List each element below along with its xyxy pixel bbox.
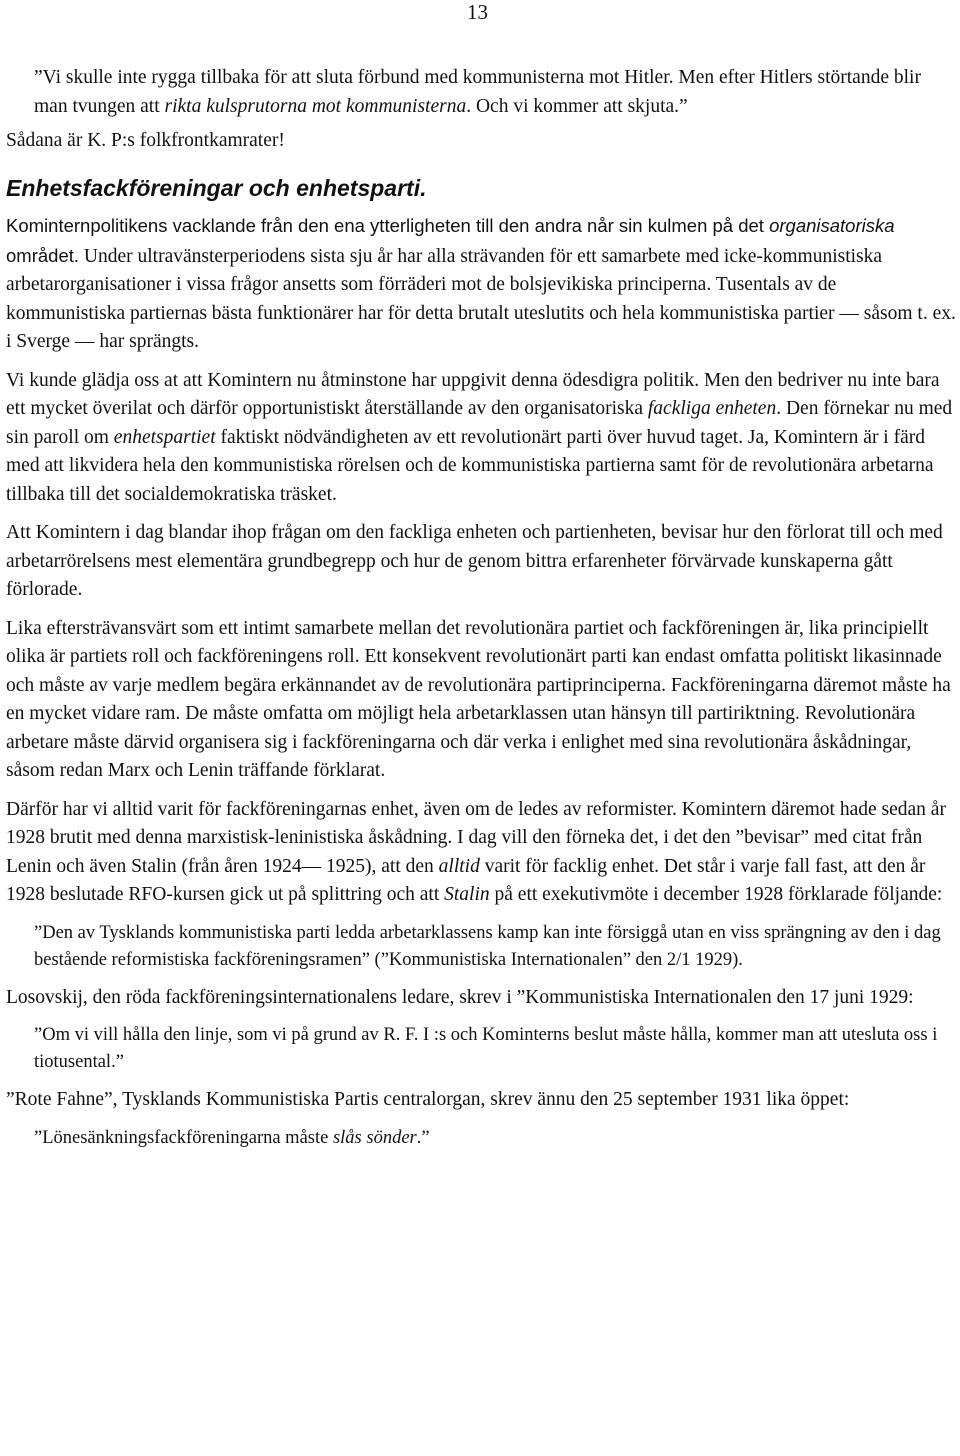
paragraph-6: Losovskij, den röda fackföreningsinternationalens ledare, skrev i ”Kommunistiska Internationalen den 17 juni 1929: [6, 986, 914, 1008]
paragraph-2-b: . Den förnekar nu med sin paroll om [6, 398, 953, 448]
paragraph-5-emphasis-1: alltid [438, 855, 480, 877]
paragraph-1 [6, 212, 956, 357]
paragraph-3: Att Komintern i dag blandar ihop frågan om den fackliga enheten och partienheten, bevisar hur den förlorat till och med arbetarrörelsens mest elementära grundbegrepp och hur de genom bittra erfarenheter förvärvade kunskaperna gått förlorade. [6, 522, 943, 600]
quote-intro [34, 64, 956, 121]
paragraph-5 [6, 796, 956, 910]
sadana-line: Sådana är K. P:s folkfrontkamrater! [6, 130, 285, 151]
paragraph-2-emphasis-1: fackliga enheten [647, 398, 777, 419]
block-quote-3 [34, 1125, 956, 1152]
block-quote-3-a: ”Lönesänkningsfackföreningarna måste [34, 1127, 333, 1148]
paragraph-1-emphasis: organisatoriska [769, 215, 895, 236]
paragraph-1-b: området. [6, 244, 80, 266]
paragraph-2-emphasis-2: enhetspartiet [113, 426, 216, 448]
paragraph-7: ”Rote Fahne”, Tysklands Kommunistiska Partis centralorgan, skrev ännu den 25 september 1931 lika öppet: [6, 1089, 850, 1110]
document-body [6, 64, 956, 1162]
quote-intro-end: . Och vi kommer att skjuta.” [466, 95, 688, 117]
block-quote-1: ”Den av Tysklands kommunistiska parti ledda arbetarklassens kamp kan inte försiggå utan en viss sprängning av den i dag bestående reformistiska fackföreningsramen” (”Kommunistiska Internationalen” den 2/1 1929). [34, 922, 941, 970]
paragraph-1-c: Under ultravänsterperiodens sista sju år har alla strävanden för ett samarbete med icke-kommunistiska arbetarorganisationer i vissa frågor ansetts som förräderi mot de bolsjevikiska principerna. Tusentals av de kommunistiska partiernas bästa funktionärer har för detta brutalt uteslutits och hela kommunistiska partier — såsom t. ex. i Sverge — har sprängts. [6, 245, 956, 352]
paragraph-1-a: Kominternpolitikens vacklande från den ena ytterligheten till den andra når sin kulmen på det [6, 215, 770, 236]
paragraph-5-b: varit för facklig enhet. Det står i varje fall fast, att den år 1928 beslutade RFO-kursen gick ut på splittring och att [6, 855, 926, 905]
paragraph-2-a: Vi kunde glädja oss at att Komintern nu åtminstone har uppgivit denna ödesdigra politik. Men den bedriver nu inte bara ett mycket överilat och därför opportunistiskt återställande av den organisatoriska [6, 369, 940, 419]
paragraph-2-c: faktiskt nödvändigheten av ett revolutionärt parti över huvud taget. Ja, Komintern är i färd med att likvidera hela den kommunistiska rörelsen och de kommunistiska partierna samt för de revolutionära arbetarna tillbaka till det socialdemokratiska träsket. [6, 426, 934, 505]
block-quote-2: ”Om vi vill hålla den linje, som vi på grund av R. F. I :s och Kominterns beslut måste hålla, kommer man att utesluta oss i tiotusental.” [34, 1025, 938, 1072]
paragraph-5-emphasis-2: Stalin [444, 884, 490, 905]
section-heading: Enhetsfackföreningar och enhetsparti. [6, 174, 427, 201]
block-quote-3-b: .” [416, 1127, 430, 1148]
page-number: 13 [467, 0, 488, 24]
paragraph-5-c: på ett exekutivmöte i december 1928 förklarade följande: [489, 884, 943, 905]
quote-intro-emphasis: rikta kulsprutorna mot kommunisterna [164, 95, 467, 117]
block-quote-3-emphasis: slås sönder [332, 1127, 417, 1148]
paragraph-4: Lika eftersträvansvärt som ett intimt samarbete mellan det revolutionära partiet och fackföreningen är, lika principiellt olika är partiets roll och fackföreningens roll. Ett konsekvent revolutionärt parti kan endast omfatta politiskt likasinnade och måste av varje medlem begära erkännandet av de revolutionära partiprinciperna. Fackföreningarna däremot måste ha en mycket vidare ram. De måste omfatta om möjligt hela arbetarklassen utan hänsyn till partiriktning. Revolutionära arbetare måste därvid organisera sig i fackföreningarna och där verka i enlighet med sina revolutionära åskådningar, såsom redan Marx och Lenin träffande förklarat. [6, 617, 951, 781]
quote-intro-text: ”Vi skulle inte rygga tillbaka för att sluta förbund med kommunisterna mot Hitler. Men efter Hitlers störtande blir man tvungen att [34, 67, 921, 117]
paragraph-2 [6, 367, 956, 510]
paragraph-5-a: Därför har vi alltid varit för fackföreningarnas enhet, även om de ledes av reformister. Komintern däremot hade sedan år 1928 brutit med denna marxistisk-leninistiska åskådning. I dag vill den förneka det, i det den ”bevisar” med citat från Lenin och även Stalin (från åren 1924— 1925), att den [6, 798, 946, 877]
